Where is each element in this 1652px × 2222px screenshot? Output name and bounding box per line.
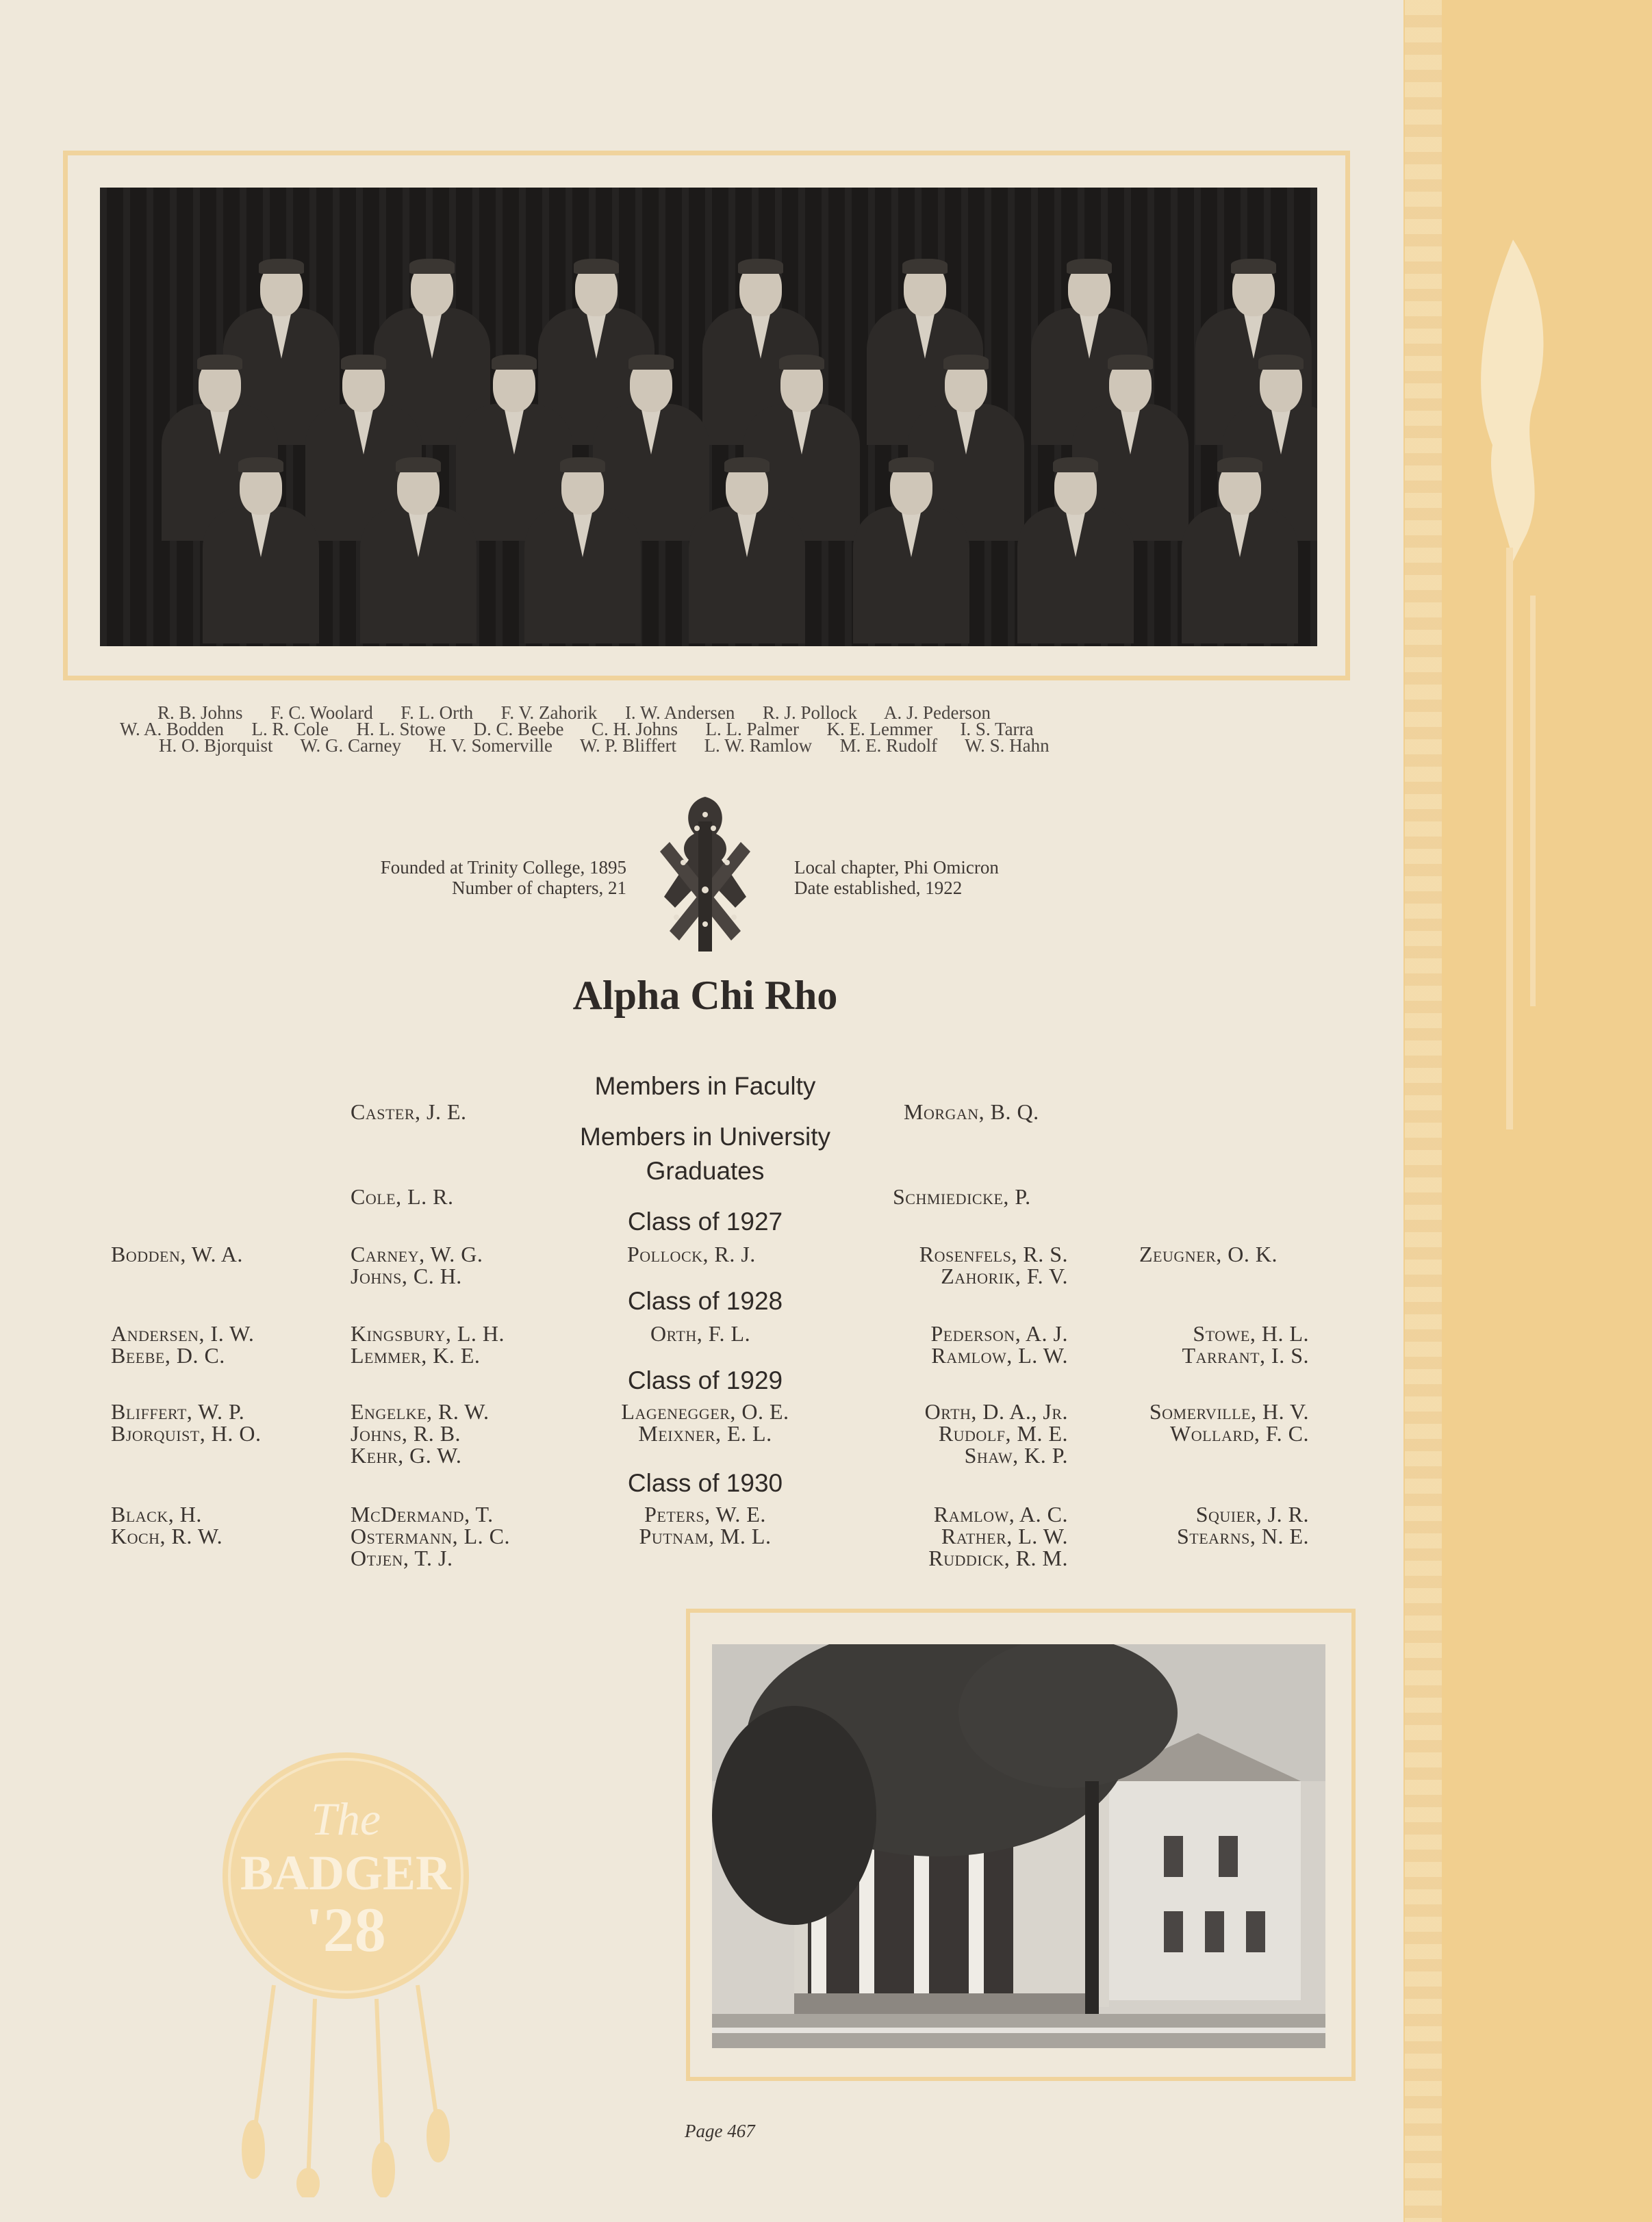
group-member-figure <box>853 461 969 639</box>
member-name: Engelke, R. W. <box>351 1399 490 1424</box>
caption-name: C. H. Johns <box>591 719 706 739</box>
section-class-1928: Class of 1928 <box>627 1287 783 1315</box>
member-name: Zahorik, F. V. <box>941 1264 1068 1288</box>
member-name: Johns, C. H. <box>351 1264 462 1288</box>
caption-name: R. J. Pollock <box>762 702 884 723</box>
section-class-1927: Class of 1927 <box>627 1208 783 1236</box>
member-name: Koch, R. W. <box>111 1524 223 1548</box>
decorative-border <box>1405 0 1442 2222</box>
caption-name: A. J. Pederson <box>883 702 991 723</box>
member-name: Beebe, D. C. <box>111 1343 225 1368</box>
member-name: Ostermann, L. C. <box>351 1524 511 1548</box>
caption-name: H. L. Stowe <box>356 719 474 739</box>
member-name: Lagenegger, O. E. <box>621 1399 789 1424</box>
group-member-figure <box>1182 461 1298 639</box>
caption-name: W. S. Hahn <box>965 735 1050 756</box>
caption-name: L. L. Palmer <box>705 719 827 739</box>
caption-name: M. E. Rudolf <box>839 735 965 756</box>
member-name: Pederson, A. J. <box>930 1321 1068 1346</box>
member-name: Tarrant, I. S. <box>1182 1343 1309 1368</box>
group-member-figure <box>360 461 476 639</box>
caption-name: W. A. Bodden <box>120 719 252 739</box>
section-class-1929: Class of 1929 <box>627 1366 783 1394</box>
member-name: Otjen, T. J. <box>351 1546 453 1570</box>
seal-the-text: The <box>311 1793 381 1845</box>
caption-name: L. W. Ramlow <box>704 735 840 756</box>
member-name: Ruddick, R. M. <box>928 1546 1068 1570</box>
member-name: Kehr, G. W. <box>351 1443 462 1468</box>
local-chapter-info <box>794 857 999 898</box>
member-name: Schmiedicke, P. <box>893 1184 1031 1209</box>
member-name: Black, H. <box>111 1502 202 1527</box>
member-name: Somerville, H. V. <box>1149 1399 1309 1424</box>
member-name: Bjorquist, H. O. <box>111 1421 262 1446</box>
member-name: Caster, J. E. <box>351 1099 467 1124</box>
established-line: Date established, 1922 <box>794 878 963 898</box>
seal-year-text: '28 <box>305 1895 386 1965</box>
caption-name: F. L. Orth <box>401 702 501 723</box>
member-name: Stearns, N. E. <box>1176 1524 1309 1548</box>
member-name: Rosenfels, R. S. <box>919 1242 1068 1266</box>
caption-row-3 <box>159 735 1050 756</box>
caption-name: W. P. Bliffert <box>580 735 704 756</box>
founded-line: Founded at Trinity College, 1895 <box>380 857 626 878</box>
member-name: Pollock, R. J. <box>627 1242 756 1266</box>
member-name: Morgan, B. Q. <box>904 1099 1039 1124</box>
page-number: Page 467 <box>685 2121 755 2141</box>
member-name: Rudolf, M. E. <box>938 1421 1068 1446</box>
caption-name: R. B. Johns <box>157 702 271 723</box>
member-name: Cole, L. R. <box>351 1184 454 1209</box>
section-graduates: Graduates <box>646 1157 765 1185</box>
caption-name: H. V. Somerville <box>429 735 581 756</box>
member-name: Carney, W. G. <box>351 1242 483 1266</box>
member-name: Squier, J. R. <box>1195 1502 1309 1527</box>
caption-name: K. E. Lemmer <box>826 719 961 739</box>
caption-name: F. C. Woolard <box>270 702 401 723</box>
member-name: Johns, R. B. <box>351 1421 461 1446</box>
section-class-1930: Class of 1930 <box>627 1469 783 1497</box>
member-name: Bliffert, W. P. <box>111 1399 245 1424</box>
badger-28-seal <box>212 1746 479 2197</box>
caption-name: L. R. Cole <box>251 719 357 739</box>
caption-name: F. V. Zahorik <box>500 702 625 723</box>
chapters-line: Number of chapters, 21 <box>452 878 626 898</box>
seal-badger-text: BADGER <box>240 1846 452 1900</box>
member-name: Meixner, E. L. <box>638 1421 772 1446</box>
group-member-figure <box>524 461 641 639</box>
caption-name: D. C. Beebe <box>473 719 592 739</box>
group-member-figure <box>203 461 319 639</box>
page-title: Alpha Chi Rho <box>572 973 838 1018</box>
local-chapter-line: Local chapter, Phi Omicron <box>794 857 999 878</box>
member-name: Kingsbury, L. H. <box>351 1321 505 1346</box>
fraternity-badge-emblem <box>656 794 754 956</box>
group-photo <box>100 188 1317 646</box>
section-faculty: Members in Faculty <box>594 1072 816 1100</box>
member-name: Putnam, M. L. <box>639 1524 772 1548</box>
member-name: Lemmer, K. E. <box>351 1343 481 1368</box>
member-name: Bodden, W. A. <box>111 1242 243 1266</box>
caption-name: I. S. Tarra <box>960 719 1034 739</box>
member-name: Ramlow, L. W. <box>931 1343 1068 1368</box>
member-name: Wollard, F. C. <box>1170 1421 1309 1446</box>
member-name: Peters, W. E. <box>644 1502 766 1527</box>
caption-name: W. G. Carney <box>300 735 429 756</box>
member-name: Zeugner, O. K. <box>1139 1242 1278 1266</box>
founded-info <box>288 857 626 898</box>
member-name: McDermand, T. <box>351 1502 494 1527</box>
group-member-figure <box>689 461 805 639</box>
section-university: Members in University <box>580 1123 830 1151</box>
member-name: Ramlow, A. C. <box>933 1502 1068 1527</box>
group-member-figure <box>1017 461 1134 639</box>
member-name: Orth, D. A., Jr. <box>924 1399 1068 1424</box>
member-name: Stowe, H. L. <box>1193 1321 1309 1346</box>
chapter-house-photo <box>712 1644 1325 2048</box>
caption-name: I. W. Andersen <box>624 702 763 723</box>
member-name: Rather, L. W. <box>941 1524 1068 1548</box>
member-name: Andersen, I. W. <box>111 1321 255 1346</box>
member-name: Orth, F. L. <box>650 1321 751 1346</box>
member-name: Shaw, K. P. <box>964 1443 1068 1468</box>
caption-name: H. O. Bjorquist <box>159 735 301 756</box>
dreamcatcher-feather-ornament <box>1465 240 1561 1129</box>
